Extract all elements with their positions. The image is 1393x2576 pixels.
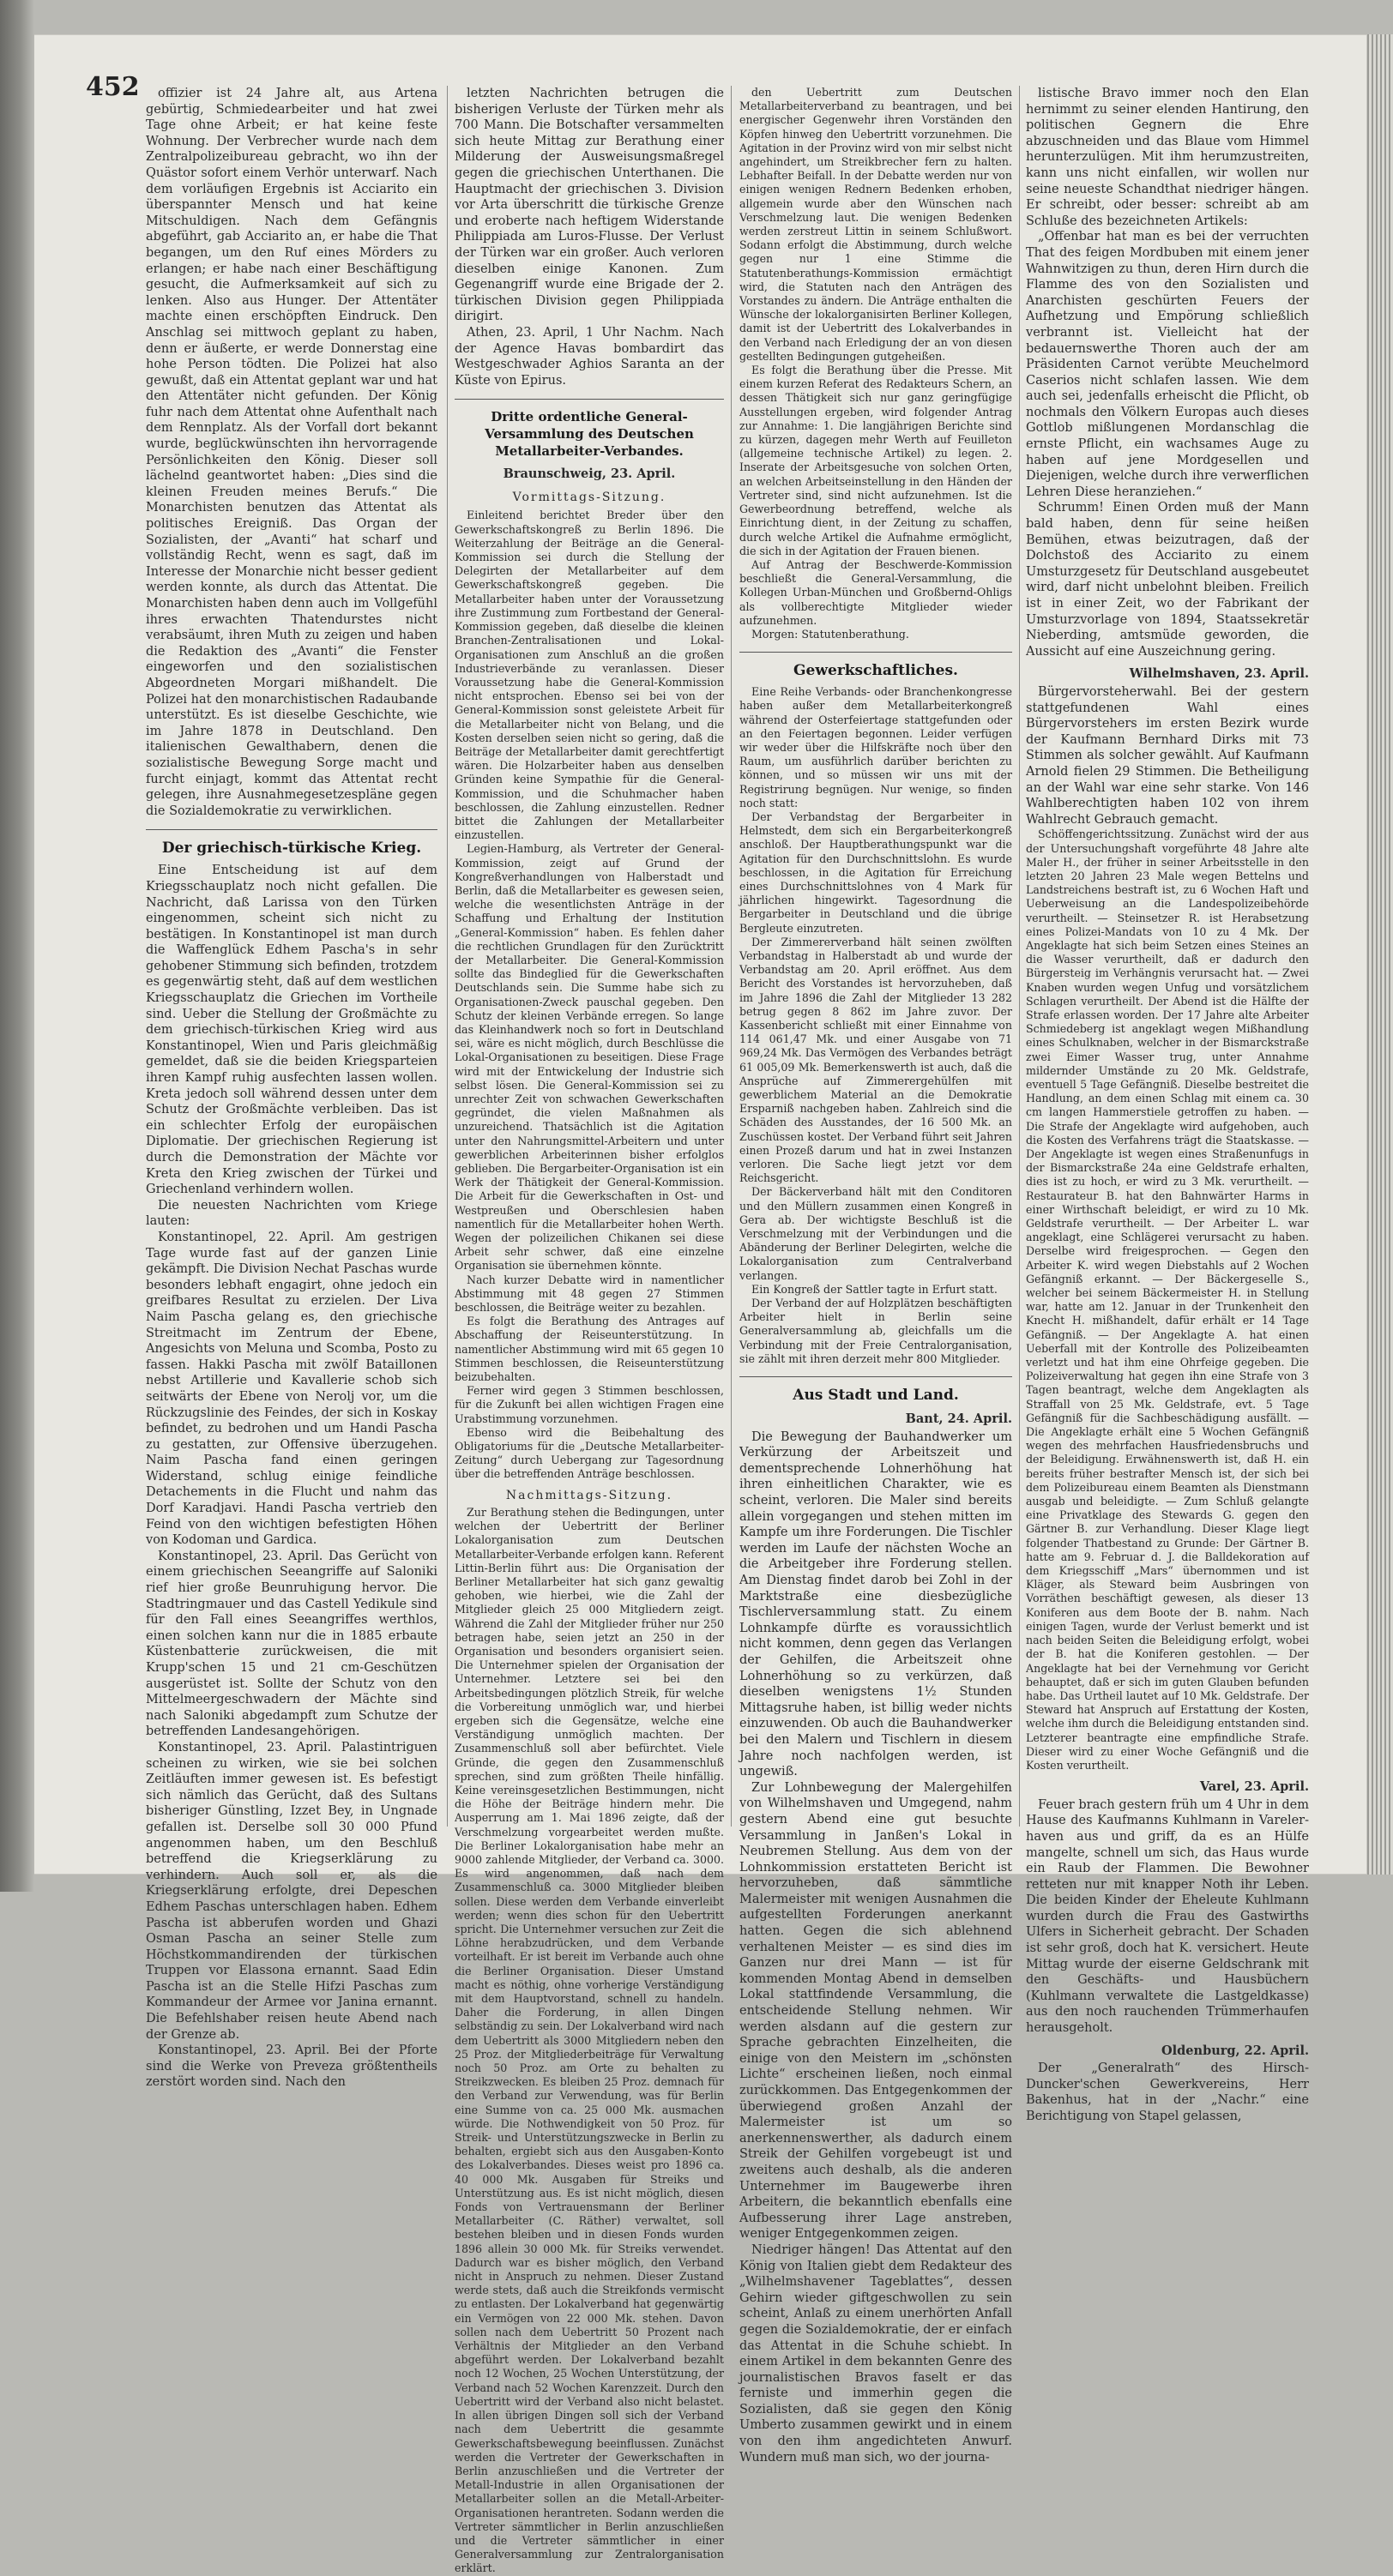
- article-text: letzten Nachrichten betrugen die bisherigen Verluste der Türken mehr als 700 Mann. Die Botschafter versammelten sich heute Mittag zur Berathung einer Milderung der Ausweisungsmaßregel gegen die griechischen Unterthanen. Die Hauptmacht der griechischen 3. Division vor Arta überschritt die türkische Grenze und eroberte nach heftigem Widerstande Philippiada am Luros-Flusse. Der Verlust der Türken war ein großer. Auch verloren dieselben einige Kanonen. Zum Gegenangriff wurde eine Brigade der 2. türkischen Division gegen Philippiada dirigirt.: [455, 87, 724, 324]
- section-heading: Gewerkschaftliches.: [793, 662, 958, 680]
- article-text: Niedriger hängen! Das Attentat auf den König von Italien giebt dem Redakteur des „Wilhelmshavener Tageblattes“, dessen Gehirn wieder giftgeschwollen zu sein scheint, Anlaß zu einem unerhörten Anfall gegen die Sozialdemokratie, der er einfach das Attentat in die Schuhe schiebt. In einem Artikel in dem bekannten Genre des journalistischen Bravos faselt er das ferniste und immerhin gegen die Sozialisten, daß sie gegen den König Umberto zusammen gewirkt und in einem von den ihm angedichteten Anwurf. Wundern muß man sich, wo der journa-: [739, 2242, 1012, 2465]
- article-text: offizier ist 24 Jahre alt, aus Artena gebürtig, Schmiedearbeiter und hat zwei Tage ohne Arbeit; er hat keine feste Wohnung. Der Verbrecher wurde nach dem Zentralpolizeibureau gebracht, wo ihn der Quästor sofort einem Verhör unterwarf. Nach dem vorläufigen Ergebnis ist Acciarito ein überspannter Mensch und hat keine Mitschuldigen. Nach dem Gefängnis abgeführt, gab Acciarito an, er habe die That begangen, um den Ruf eines Mörders zu erlangen; er habe nach einer Beschäftigung gesucht, die Aufmerksamkeit auf sich zu lenken. Also aus Hunger. Der Attentäter machte einen erschöpften Eindruck. Den Anschlag sei mittwoch geplant zu haben, denn er äußerte, er werde Donnerstag eine hohe Person tödten. Die Polizei hat also gewußt, daß ein Attentat geplant war und hat den Attentäter nicht gefunden. Der König fuhr nach dem Attentat ohne Aufenthalt nach dem Rennplatz. Als der Vorfall dort bekannt wurde, beglückwünschten ihn hervorragende Persönlichkeiten den König. Dieser soll lächelnd geantwortet haben: „Dies sind die kleinen Freuden meines Berufs.“ Die Monarchisten benutzen das Attentat als politisches Ereigniß. Das Organ der Sozialisten, der „Avanti“ hat scharf und vollständig Recht, wenn es sagt, daß im Interesse der Monarchie nicht besser gedient werden konnte, als durch das Attentat. Die Monarchisten haben denn auch im Vollgefühl ihres erwachten Thatendurstes nicht verabsäumt, ihren Muth zu zeigen und haben die Redaktion des „Avanti“ die Fenster eingeworfen und den sozialistischen Abgeordneten Morgari mißhandelt. Die Polizei hat den monarchistischen Radaubande unterstützt. Es ist dieselbe Geschichte, wie im Jahre 1878 in Deutschland. Den italienischen Gewalthabern, denen die sozialistische Bewegung Sorge macht und furcht einjagt, kommt das Attentat recht gelegen, ihre Ausnahmegesetzespläne gegen die Sozialdemokratie zu verwirklichen.: [146, 87, 437, 818]
- article-text: Konstantinopel, 23. April. Bei der Pforte sind die Werke von Preveza größtentheils zerstört worden sind. Nach den: [146, 2043, 437, 2090]
- article-text: Nach kurzer Debatte wird in namentlicher Abstimmung mit 48 gegen 27 Stimmen beschlossen, die Beiträge weiter zu bezahlen.: [455, 1273, 724, 1315]
- article-text: Der Zimmererverband hält seinen zwölften Verbandstag in Halberstadt ab und wurde der Verbandstag am 20. April eröffnet. Aus dem Bericht des Vorstandes ist hervorzuheben, daß im Jahre 1896 die Zahl der Mitglieder 13 282 betrug gegen 8 862 im Jahre zuvor. Der Kassenbericht schließt mit einer Einnahme von 114 061,47 Mk. und einer Ausgabe von 71 969,24 Mk. Das Vermögen des Verbandes beträgt 61 005,09 Mk. Bemerkenswerth ist auch, daß die Ansprüche auf Zimmerergehülfen mit gewerblichem Material an die Demokratie Ersparniß nachgeben haben. Zahlreich sind die Schäden des Ausstandes, der 16 500 Mk. an Zuschüssen kostet. Der Verband führt seit Jahren einen Prozeß darum und hat in zwei Instanzen verloren. Die Sache liegt jetzt vor dem Reichsgericht.: [739, 935, 1012, 1185]
- page-number: 452: [86, 72, 140, 102]
- article-text: Zur Berathung stehen die Bedingungen, unter welchen der Uebertritt der Berliner Lokalorganisation zum Deutschen Metallarbeiter-Verbande erfolgen kann. Referent Littin-Berlin führt aus: Die Organisation der Berliner Metallarbeiter hat sich ganz gewaltig gehoben, wie hierbei, wie die Zahl der Mitglieder gleich 25 000 Mitgliedern zeigt. Während die Zahl der Mitglieder früher nur 250 betragen habe, seien jetzt an 250 in der Organisation und besonders organisiert seien. Die Unternehmer spielen der Organisation der Unternehmer. Letztere sei bei den Arbeitsbedingungen plötzlich Streik, für welche die Vorbereitung unmöglich war, und hierbei ergeben sich die Gegensätze, welche eine Verständigung unmöglich machten. Der Zusammenschluß soll aber befürchtet. Viele Gründe, die gegen den Zusammenschluß sprechen, sind zum größten Theile hinfällig. Keine vereinsgesetzlichen Bestimmungen, nicht die Höhe der Beiträge hindern mehr. Die Ausperrung am 1. Mai 1896 zeigte, daß der Verschmelzung vorgearbeitet werden mußte. Die Berliner Lokalorganisation habe mehr an 9000 zahlende Mitglieder, der Verband ca. 3000. Es wird angenommen, daß nach dem Zusammenschluß ca. 3000 Mitglieder bleiben sollen. Diese werden dem Verbande einverleibt werden; wenn dies schon für den Uebertritt spricht. Die Unternehmer versuchen zur Zeit die Löhne herabzudrücken, und dem Verbande vorteilhaft. Er ist bereit im Verbande auch ohne die Berliner Organisation. Dieser Umstand macht es nöthig, ohne vorherige Verständigung mit dem Hauptvorstand, schnell zu handeln. Daher die Forderung, in allen Dingen selbständig zu sein. Der Lokalverband wird nach dem Uebertritt als 3000 Mitgliedern neben den 25 Proz. der Mitgliederbeiträge für Verwaltung noch 50 Proz. am Orte zu behalten zu Streikzwecken. Es bleiben 25 Proz. demnach für den Verband zur Verwendung, was für Berlin eine Summe von ca. 25 000 Mk. ausmachen würde. Die Nothwendigkeit von 50 Proz. für Streik- und Unterstützungszwecke in Berlin zu behalten, ergiebt sich aus den Ausgaben-Konto des Lokalverbandes. Dieses weist pro 1896 ca. 40 000 Mk. Ausgaben für Streiks und Unterstützung aus. Es ist nicht möglich, diesen Fonds von Vertrauensmann der Berliner Metallarbeiter (C. Räther) verwaltet, soll bestehen bleiben und in diesen Fonds wurden 1896 allein 30 000 Mk. für Streiks verwendet. Dadurch war es bisher möglich, den Verband nicht in Anspruch zu nehmen. Dieser Zustand werde stets, daß auch die Streikfonds vermischt zu entlasten. Der Lokalverband hat gegenwärtig ein Vermögen von 22 000 Mk. stehen. Davon sollen nach dem Uebertritt 50 Prozent nach Verhältnis der Mitglieder an den Verband abgeführt werden. Der Lokalverband bezahlt noch 12 Wochen, 25 Wochen Unterstützung, der Verband nach 52 Wochen Karenzzeit. Durch den Uebertritt wird der Verband also nicht belastet. In allen übrigen Dingen soll sich der Verband nach dem Uebertritt die gesammte Gewerkschaftsbewegung beeinflussen. Zunächst werden die Vertreter der Gewerkschaften in Berlin anzuschließen und die Vertreter der Metall-Industrie in allen Organisationen der Metallarbeiter sollen an die Metall-Arbeiter-Organisationen herantreten. Sodann werden die Vertreter sämmtlicher in Berlin anzuschließen und die Vertreter sämmtlicher in einer Generalversammlung zur Zentralorganisation erklärt.: [455, 1505, 724, 2575]
- column-1: [146, 86, 437, 2090]
- article-text: Auf Antrag der Beschwerde-Kommission beschließt die General-Versammlung, die Kollegen Urban-München und Großbernd-Ohligs als vollberechtigte Mitglieder wieder aufzunehmen.: [739, 557, 1012, 627]
- column-3: [739, 86, 1012, 2465]
- article-text: Konstantinopel, 22. April. Am gestrigen Tage wurde fast auf der ganzen Linie gekämpft. Die Division Nechat Paschas wurde besonders lebhaft engagirt, ohne jedoch ein greifbares Resultat zu erzielen. Der Liva Naim Pascha gelang es, den griechische Streitmacht im Zentrum der Ebene, Angesichts von Meluna und Scomba, Posto zu fassen. Hakki Pascha mit zwölf Bataillonen nebst Artillerie und Kavallerie schob sich seitwärts der Ebene von Nerolj vor, um die Rückzugslinie des Feindes, der sich in Koskay befindet, zu bedrohen und um Handi Pascha zu gestatten, zur Offensive überzugehen. Naim Pascha fand einen geringen Widerstand, schlug einige feindliche Detachements in die Flucht und nahm das Dorf Karadjavi. Handi Pascha vertrieb den Feind von den wichtigen befestigten Höhen von Kodoman und Gardica.: [146, 1230, 437, 1548]
- article-text: Ein Kongreß der Sattler tagte in Erfurt statt.: [751, 1282, 998, 1296]
- article-text: listische Bravo immer noch den Elan hernimmt zu seiner elenden Hantirung, den politischen Gegnern die Ehre abzuschneiden und das Blaue vom Himmel herunterzulügen. Mit ihm herumzustreiten, kann uns nicht einfallen, wir wollen nur seine neueste Schandthat niedriger hängen. Er schreibt, oder besser: schreibt ab am Schluße des bezeichneten Artikels:: [1026, 87, 1309, 228]
- article-text: Schrumm! Einen Orden muß der Mann bald haben, denn für seine heißen Bemühen, etwas beizutragen, daß der Dolchstoß des Acciarito zu einem Umsturzgesetz für Deutschland ausgebeutet wird, darf nicht unbelohnt bleiben. Freilich ist in einer Zeit, wo der Fabrikant der Umsturzvorlage von 1894, Staatssekretär Nieberding, amtsmüde geworden, die Aussicht auf eine Auszeichnung gering.: [1026, 501, 1309, 659]
- column-4: [1026, 86, 1309, 2123]
- article-text: Athen, 23. April, 1 Uhr Nachm. Nach der Agence Havas bombardirt das Westgeschwader Aghios Saranta an der Küste von Epirus.: [455, 325, 724, 388]
- section-heading: Dritte ordentliche General-Versammlung des Deutschen Metallarbeiter-Verbandes.: [485, 409, 694, 460]
- article-text: Konstantinopel, 23. April. Das Gerücht von einem griechischen Seeangriffe auf Saloniki rief hier große Beunruhigung hervor. Die Stadtringmauer und das Castell Yedikule sind für den Fall eines Seeangriffes werthlos, einen solchen kann nur die in 1885 erbaute Küstenbatterie zurückweisen, die mit Krupp'schen 15 und 21 cm-Geschützen ausgerüstet ist. Sollte der Schutz von den Mittelmeergeschwadern der Mächte sind nach Saloniki abgedampft zum Schutze der betreffenden Landesangehörigen.: [146, 1549, 437, 1739]
- article-text: Zur Lohnbewegung der Malergehilfen von Wilhelmshaven und Umgegend, nahm gestern Abend eine gut besuchte Versammlung in Janßen's Lokal in Neubremen Stellung. Aus dem von der Lohnkommission erstatteten Bericht ist hervorzuheben, daß sämmtliche Malermeister mit wenigen Ausnahmen die aufgestellten Forderungen anerkannt hatten. Gegen die sich ablehnend verhaltenen Meister — es sind dies im Ganzen nur drei Mann — ist für kommenden Montag Abend in demselben Lokal stattfindende Versammlung, die entscheidende Stellung nehmen. Wir werden alsdann auf die gestern zur Sprache gebrachten Einzelheiten, die einige von den Meistern im „schönsten Lichte“ erscheinen ließen, noch einmal zurückkommen. Das Entgegenkommen der überwiegend großen Anzahl der Malermeister ist um so anerkennenswerther, als dadurch einem Streik der Gehilfen vorgebeugt ist und zweitens auch deshalb, als die anderen Unternehmer im Baugewerbe ihren Arbeitern, die bekanntlich ebenfalls eine Aufbesserung ihrer Lage anstreben, weniger Entgegenkommen zeigen.: [739, 1780, 1012, 2242]
- column-divider: [447, 86, 448, 1827]
- article-text: Die neuesten Nachrichten vom Kriege lauten:: [146, 1198, 437, 1229]
- article-text: Der „Generalrath“ des Hirsch-Duncker'schen Gewerkvereins, Herr Bakenhus, hat in der „Nachr.“ eine Berichtigung von Stapel gelassen,: [1026, 2061, 1309, 2123]
- section-rule: [739, 652, 1012, 653]
- section-heading: Der griechisch-türkische Krieg.: [161, 840, 422, 858]
- section-rule: [146, 829, 437, 830]
- column-2: [455, 86, 724, 2575]
- section-rule: [739, 1376, 1012, 1377]
- dateline: Oldenburg, 22. April.: [1161, 2043, 1309, 2058]
- dateline: Wilhelmshaven, 23. April.: [1129, 666, 1309, 682]
- dateline: Bant, 24. April.: [905, 1411, 1012, 1427]
- article-text: Eine Reihe Verbands- oder Branchenkongresse haben außer dem Metallarbeiterkongreß während der Osterfeiertage stattgefunden oder an den Feiertagen begonnen. Leider verfügen wir weder über die Hilfskräfte noch über den Raum, um ausführlich darüber berichten zu können, und so müssen wir uns mit der Registrirung begnügen. Nur wenige, so finden noch statt:: [739, 685, 1012, 810]
- session-heading: Vormittags-Sitzung.: [512, 490, 666, 504]
- article-text: Legien-Hamburg, als Vertreter der General-Kommission, zeigt auf Grund der Kongreßverhandlungen von Halberstadt und Berlin, daß die Metallarbeiter es gewesen seien, welche die wesentlichsten Anträge in der Schaffung und Erhaltung der Institution „General-Kommission“ haben. Es fehlen daher die rechtlichen Grundlagen für den Zurücktritt der Metallarbeiter. Die General-Kommission sollte das Bindeglied für die Gewerkschaften Deutschlands sein. Die Summe habe sich zu Organisationen-Zweck pauschal gegeben. Den Schutz der kleinen Verbände erregen. So lange das Kleinhandwerk noch so fort in Deutschland sei, wäre es nicht möglich, durch Beschlüsse die Lokal-Organisationen zu beseitigen. Diese Frage wird mit der Entwickelung der Industrie sich selbst lösen. Die General-Kommission sei zu unrechter Zeit von schwachen Gewerkschaften gegründet, die vielen Maßnahmen als unzureichend. Thatsächlich ist die Agitation unter den Nahrungsmittel-Arbeitern und unter gewerblichen Arbeiterinnen bisher erfolglos geblieben. Die Bergarbeiter-Organisation ist ein Werk der Thätigkeit der General-Kommission. Die Arbeit für die Gewerkschaften in Ost- und Westpreußen und Oberschlesien haben namentlich für die Metallarbeiter hohen Werth. Wegen der polizeilichen Chikanen sei diese Arbeit sehr schwer, daß eine einzelne Organisation sie übernehmen könnte.: [455, 842, 724, 1273]
- session-heading: Nachmittags-Sitzung.: [505, 1488, 673, 1502]
- article-text: Der Bäckerverband hält mit den Conditoren und den Müllern zusammen einen Kongreß in Gera ab. Der wichtigste Beschluß ist die Verschmelzung mit der Verbindungen und die Abänderung der Berliner Delegirten, welche die Lokalorganisation zum Centralverband verlangen.: [739, 1185, 1012, 1282]
- article-text: Schöffengerichtssitzung. Zunächst wird der aus der Untersuchungshaft vorgeführte 48 Jahre alte Maler H., der früher in seiner Arbeitsstelle in den letzten 20 Jahren 23 Male wegen Bettelns und Landstreichens bestraft ist, zu 6 Wochen Haft und Ueberweisung an die Landespolizeibehörde verurtheilt. — Steinsetzer R. ist Herabsetzung eines Polizei-Mandats von 10 zu 4 Mk. Der Angeklagte hat sich beim Setzen eines Steines an die Wasser verurtheilt, daß er dadurch den Bürgersteig im Verhängnis verursacht hat. — Zwei Knaben wurden wegen Unfug und vorsätzlichem Schlagen verurtheilt. Der Abend ist die Hälfte der Strafe erlassen worden. Der 17 Jahre alte Arbeiter Schmiedeberg ist angeklagt wegen Mißhandlung eines Schulknaben, welcher in der Bismarckstraße zwei Eimer Wasser trug, unter Annahme mildernder Umstände zu 20 Mk. Geldstrafe, eventuell 5 Tage Gefängniß. Dieselbe bestreitet die Handlung, an dem einen Schlag mit einem ca. 30 cm langen Hammerstiele getroffen zu haben. — Die Strafe der Angeklagte wird aufgehoben, auch die Kosten des Verfahrens trägt die Staatskasse. — Der Angeklagte ist wegen eines Straßenunfugs in der Bismarckstraße 24a eine Geldstrafe erhalten, dies ist zu hoch, er wird zu 3 Mk. verurtheilt. — Restaurateur B. hat den Bahnwärter Harms in einer Wirthschaft beleidigt, er wird zu 10 Mk. Geldstrafe verurtheilt. — Der Arbeiter L. war angeklagt, eine Schlägerei verursacht zu haben. Derselbe wird freigesprochen. — Gegen den Arbeiter K. wird wegen Diebstahls auf 2 Wochen Gefängniß erkannt. — Der Bäckergeselle S., welcher bei seinem Bäckermeister H. in Stellung war, hatte am 12. Januar in der Trunkenheit den Knecht H. mißhandelt, dafür erhält er 14 Tage Gefängniß. — Der Angeklagte A. hat einen Ueberfall mit der Kontrolle des Polizeibeamten verletzt und hat ihm eine Ohrfeige gegeben. Die Polizeiverwaltung hat gegen ihn eine Strafe von 3 Tagen beantragt, welche dem Angeklagten als Straffall von 25 Mk. Geldstrafe, evt. 5 Tage Gefängniß für die Sachbeschädigung ausfällt. — Die Angeklagte erhält eine 5 Wochen Gefängniß wegen des mehrfachen Hausfriedensbruchs und der Beleidigung. Erwähnenswerth ist, daß H. ein bereits früher bestrafter Mensch ist, der sich bei dem Polizeibureau einem Beamten als Dienstmann ausgab und beleidigte. — Zum Schluß gelangte eine Privatklage des Stewards G. gegen den Gärtner B. zur Verhandlung. Dieser Klage liegt folgender Thatbestand zu Grunde: Der Gärtner B. hatte am 9. Februar d. J. die Balldekoration auf dem Kriegsschiff „Mars“ übernommen und ist Kläger, als Steward beim Ausbringen von Vorräthen beschäftigt gewesen, als dieser 13 Koniferen aus dem Boote der B. nahm. Nach einigen Tagen, wurde der Verlust bemerkt und ist nach beiden Seiten die Beleidigung erfolgt, wobei der B. hat die Koniferen gestohlen. — Der Angeklagte hat bei der Vernehmung vor Gericht behauptet, daß er sich im guten Glauben befunden habe. Das Urtheil lautet auf 10 Mk. Geldstrafe. Der Steward hat Anspruch auf Erstattung der Kosten, welche ihm durch die Beleidigung entstanden sind. Letzterer beantragte eine empfindliche Strafe. Dieser wird zu einer Woche Gefängniß und die Kosten verurtheilt.: [1026, 828, 1309, 1772]
- article-text: Ebenso wird die Beibehaltung des Obligatoriums für die „Deutsche Metallarbeiter-Zeitung“ durch Uebergang zur Tagesordnung über die betreffenden Anträge beschlossen.: [455, 1425, 724, 1481]
- article-text: den Uebertritt zum Deutschen Metallarbeiterverband zu beantragen, und bei energischer Gegenwehr ihren Vorständen den Köpfen hinweg den Uebertritt vorzunehmen. Die Agitation in der Provinz wird von mir selbst nicht angehindert, um Streikbrecher fern zu halten. Lebhafter Beifall. In der Debatte werden nur von einigen wenigen Rednern Bedenken erhoben, allgemein wurde aber den Wünschen nach Verschmelzung laut. Die wenigen Bedenken werden zerstreut Littin in seinem Schlußwort. Sodann erfolgt die Abstimmung, durch welche gegen nur 1 eine Stimme die Statutenberathungs-Kommission ermächtigt wird, die Statuten nach den Anträgen des Vorstandes zu ändern. Die Anträge enthalten die Wünsche der lokalorganisirten Berliner Kollegen, damit ist der Uebertritt des Lokalverbandes in den Verband nach Erledigung der an von diesen gestellten Bedingungen gutgeheißen.: [739, 86, 1012, 363]
- article-text: Es folgt die Berathung des Antrages auf Abschaffung der Reiseunterstützung. In namentlicher Abstimmung wird mit 65 gegen 10 Stimmen beschlossen, die Reiseunterstützung beizubehalten.: [455, 1315, 724, 1384]
- article-text: Einleitend berichtet Breder über den Gewerkschaftskongreß zu Berlin 1896. Die Weiterzahlung der Beiträge an die General-Kommission sei durch die Stellung der Delegirten der Metallarbeiter auf dem Gewerkschaftskongreß gegeben. Die Metallarbeiter haben unter der Voraussetzung ihre Zustimmung zum Fortbestand der General-Kommission gegeben, daß dieselbe die kleinen Branchen-Zentralisationen und Lokal-Organisationen zum Anschluß an die großen Industrieverbände zu veranlassen. Dieser Voraussetzung habe die General-Kommission nicht entsprochen. Ebenso sei bei von der General-Kommission sonst geleistete Arbeit für die Metallarbeiter nicht von Belang, und die Kosten derselben seien nicht so gering, daß die Beiträge der Metallarbeiter damit gerechtfertigt wären. Die Holzarbeiter haben aus denselben Gründen keine Sympathie für die General-Kommission, und die Schuhmacher haben beschlossen, die Zahlung einzustellen. Redner bittet die Zahlungen der Metallarbeiter einzustellen.: [455, 509, 724, 842]
- article-text: Der Verbandstag der Bergarbeiter in Helmstedt, dem sich ein Bergarbeiterkongreß anschloß. Der Hauptberathungspunkt war die Agitation für den Durchschnittslohn. Es wurde beschlossen, in die Agitation für Erreichung eines Durchschnittslohnes von 4 Mark für jährlichen hingewirkt. Tagesordnung die Bergarbeiter in Deutschland und die übrige Bergleute einzutreten.: [739, 810, 1012, 935]
- article-text: Feuer brach gestern früh um 4 Uhr in dem Hause des Kaufmanns Kuhlmann in Vareler-haven aus und griff, da es an Hülfe mangelte, schnell um sich, das Haus wurde ein Raub der Flammen. Die Bewohner retteten nur mit knapper Noth ihr Leben. Die beiden Kinder der Eheleute Kuhlmann wurden durch die Frau des Gastwirths Ulfers in Sicherheit gebracht. Der Schaden ist sehr groß, doch hat K. versichert. Heute Mittag wurde der eiserne Geldschrank mit den Geschäfts- und Hausbüchern (Kuhlmann verwaltete die Lastgeldkasse) aus den noch rauchenden Trümmerhaufen herausgeholt.: [1026, 1797, 1309, 2036]
- section-rule: [455, 399, 724, 400]
- section-heading: Aus Stadt und Land.: [793, 1387, 959, 1405]
- article-text: Bürgervorsteherwahl. Bei der gestern stattgefundenen Wahl eines Bürgervorstehers im ersten Bezirk wurde der Kaufmann Bernhard Dirks mit 73 Stimmen als solcher gewählt. Auf Kaufmann Arnold fielen 29 Stimmen. Die Betheiligung an der Wahl war eine sehr starke. Von 146 Wahlberechtigten haben 102 von ihrem Wahlrecht Gebrauch gemacht.: [1026, 684, 1309, 827]
- article-text: Der Verband der auf Holzplätzen beschäftigten Arbeiter hielt in Berlin seine Generalversammlung ab, gleichfalls um die Verbindung mit der Freie Centralorganisation, sie zählt mit ihren derzeit mehr 800 Mitglieder.: [739, 1297, 1012, 1365]
- dateline: Varel, 23. April.: [1199, 1779, 1309, 1795]
- article-text: Konstantinopel, 23. April. Palastintriguen scheinen zu wirken, wie sie bei solchen Zeitläuften immer gewesen ist. Es befestigt sich nämlich das Gerücht, daß des Sultans bisheriger Günstling, Izzet Bey, in Ungnade gefallen ist. Derselbe soll 30 000 Pfund angenommen haben, um den Beschluß betreffend die Kriegserklärung zu verhindern. Auch soll er, als die Kriegserklärung erfolgte, drei Depeschen Edhem Paschas unterschlagen haben. Edhem Pascha ist abberufen worden und Ghazi Osman Pascha an seiner Stelle zum Höchstkommandirenden der türkischen Truppen vor Elassona ernannt. Saad Edin Pascha ist an die Stelle Hifzi Paschas zum Kommandeur der Armee vor Janina ernannt. Die Befehlshaber reisen heute Abend nach der Grenze ab.: [146, 1740, 437, 2042]
- article-text: „Offenbar hat man es bei der verruchten That des feigen Mordbuben mit einem jener Wahnwitzigen zu thun, deren Hirn durch die Flamme des von den Sozialisten und Anarchisten geschürten Feuers der Aufhetzung und Empörung schließlich verbrannt ist. Vielleicht hat der bedauernswerthe Thoren auch der am Präsidenten Carnot verübte Meuchelmord Caserios nicht schlafen lassen. Wie dem auch sei, jedenfalls erheischt die Pflicht, ob nochmals den Völkern Europas auch dieses Gottlob mißlungenen Mordanschlag die ernste Pflicht, ein wachsames Auge zu haben auf jene Mordgesellen und Diejenigen, welche durch ihre verwerflichen Lehren Diese heranziehen.“: [1026, 230, 1309, 499]
- column-divider: [731, 86, 732, 1827]
- article-text: Ferner wird gegen 3 Stimmen beschlossen, für die Zukunft bei allen wichtigen Fragen eine Urabstimmung vorzunehmen.: [455, 1384, 724, 1425]
- article-text: Morgen: Statutenberathung.: [751, 627, 909, 641]
- column-divider: [1019, 86, 1020, 1827]
- article-text: Die Bewegung der Bauhandwerker um Verkürzung der Arbeitszeit und dementsprechende Lohnerhöhung hat ihren einheitlichen Charakter, wie es scheint, verloren. Die Maler sind bereits allein vorgegangen und stehen mitten im Kampfe um ihre Forderungen. Die Tischler werden im Laufe der nächsten Woche an die Arbeitgeber ihre Forderung stellen. Am Dienstag findet darob bei Zohl in der Marktstraße eine diesbezügliche Tischlerversammlung statt. Zu einem Lohnkampfe dürfte es voraussichtlich nicht kommen, denn gegen das Verlangen der Gehilfen, die Arbeitszeit ohne Lohnerhöhung so zu verkürzen, daß dieselben wenigstens 1½ Stunden Mittagsruhe haben, ist billig weder nichts einzuwenden. Ob auch die Bauhandwerker bei den Malern und Tischlern in diesem Jahre noch nachfolgen werden, ist ungewiß.: [739, 1429, 1012, 1779]
- article-text: Es folgt die Berathung über die Presse. Mit einem kurzen Referat des Redakteurs Schern, an dessen Thätigkeit sich nur ganz geringfügige Ausstellungen ergeben, wird folgender Antrag zur Annahme: 1. Die langjährigen Berichte sind zu kürzen, dagegen mehr Werth auf Feuilleton (allgemeine technische Artikel) zu legen. 2. Inserate der Arbeitsgesuche von solchen Orten, an welchen Arbeitseinstellung in den Händen der Vertreter sind, sind nicht aufzunehmen. Ist die Gewerbeordnung betreffend, welche als Einrichtung dient, in der Zeitung zu schaffen, durch welche Artikel die Aufnahme ermöglicht, die sich in der Agitation der Frauen bienen.: [739, 364, 1012, 557]
- dateline: Braunschweig, 23. April.: [503, 466, 676, 482]
- article-text: Eine Entscheidung ist auf dem Kriegsschauplatz noch nicht gefallen. Die Nachricht, daß Larissa von den Türken eingenommen, scheint sich nicht zu bestätigen. In Konstantinopel ist man durch die Waffenglück Edhem Pascha's in sehr gehobener Stimmung sich befinden, trotzdem es gegenwärtig steht, daß auf dem westlichen Kriegsschauplatz die Griechen im Vortheile sind. Ueber die Stellung der Großmächte zu dem griechisch-türkischen Krieg wird aus Konstantinopel, Wien und Paris gleichmäßig gemeldet, daß sie die beiden Kriegsparteien ihren Kampf ruhig ausfechten lassen wollen. Kreta jedoch soll während dessen unter dem Schutz der Großmächte verbleiben. Das ist ein schlechter Erfolg der europäischen Diplomatie. Der griechischen Regierung ist durch die Demonstration der Mächte vor Kreta den Krieg zwischen der Türkei und Griechenland verhindern wollen.: [146, 864, 437, 1197]
